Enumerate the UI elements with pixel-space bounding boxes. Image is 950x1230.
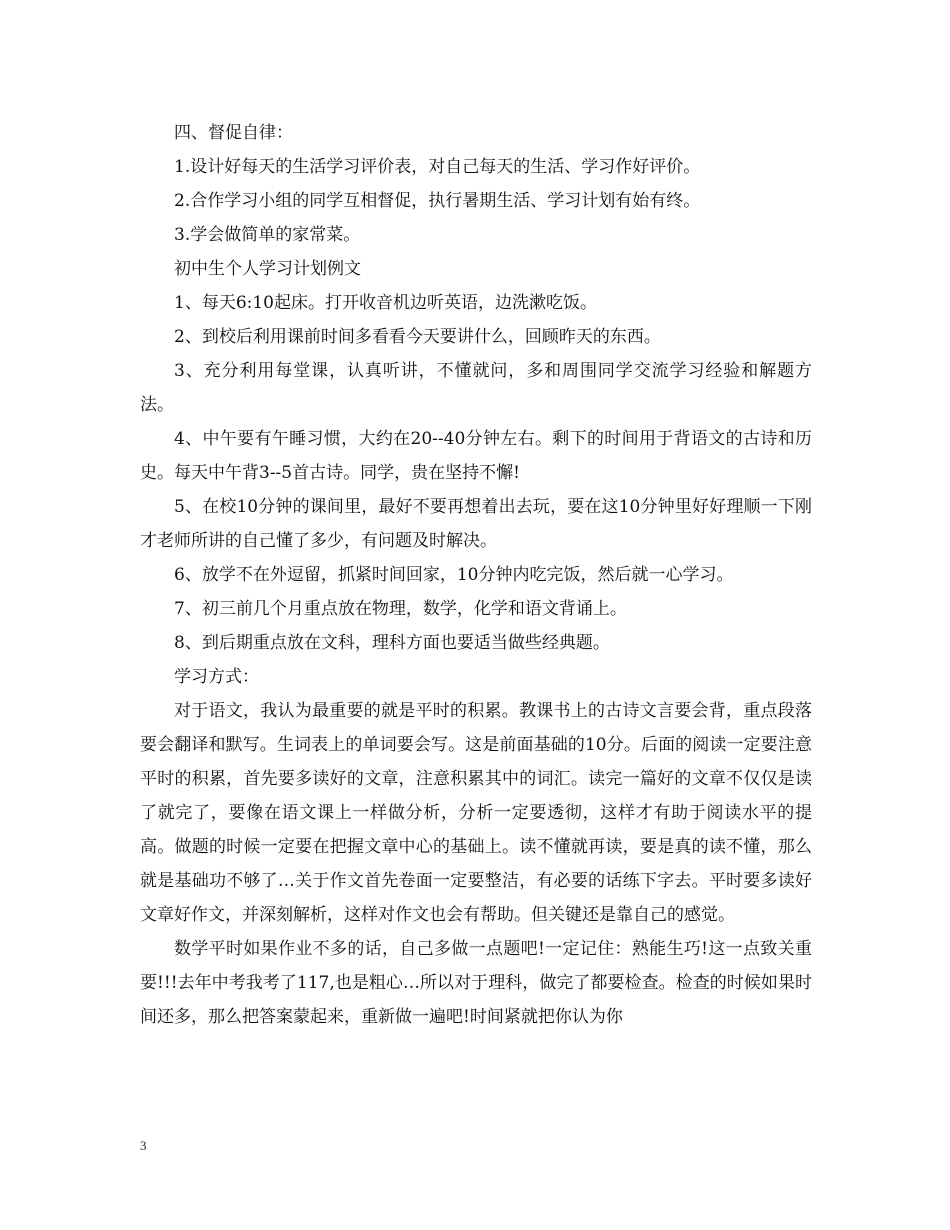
section-heading-self-discipline: 四、督促自律： — [174, 123, 293, 143]
section-heading-study-plan: 初中生个人学习计划例文 — [174, 259, 361, 279]
list-item: 7、初三前几个月重点放在物理，数学，化学和语文背诵上。 — [174, 599, 627, 619]
list-item: 3.学会做简单的家常菜。 — [174, 225, 361, 245]
section-heading-study-methods: 学习方式： — [174, 667, 259, 687]
list-item: 6、放学不在外逗留，抓紧时间回家，10分钟内吃完饭，然后就一心学习。 — [174, 565, 734, 585]
body-paragraph-math: 数学平时如果作业不多的话，自己多做一点题吧!一定记住：熟能生巧!这一点致关重要!!!去年中考我考了117,也是粗心…所以对于理科，做完了都要检查。检查的时候如果时间还多，那么把答案蒙起来，重新做一遍吧!时间紧就把你认为你 — [140, 939, 812, 1027]
list-item: 3、充分利用每堂课，认真听讲，不懂就问，多和周围同学交流学习经验和解题方法。 — [140, 361, 812, 415]
body-paragraph-chinese: 对于语文，我认为最重要的就是平时的积累。教课书上的古诗文言要会背，重点段落要会翻译和默写。生词表上的单词要会写。这是前面基础的10分。后面的阅读一定要注意平时的积累，首先要多读好的文章，注意积累其中的词汇。读完一篇好的文章不仅仅是读了就完了，要像在语文课上一样做分析，分析一定要透彻，这样才有助于阅读水平的提高。做题的时候一定要在把握文章中心的基础上。读不懂就再读，要是真的读不懂，那么就是基础功不够了…关于作文首先卷面一定要整洁，有必要的话练下字去。平时要多读好文章好作文，并深刻解析，这样对作文也会有帮助。但关键还是靠自己的感觉。 — [140, 701, 812, 925]
list-item: 5、在校10分钟的课间里，最好不要再想着出去玩，要在这10分钟里好好理顺一下刚才老师所讲的自己懂了多少，有问题及时解决。 — [140, 497, 812, 551]
list-item: 2.合作学习小组的同学互相督促，执行暑期生活、学习计划有始有终。 — [174, 191, 701, 211]
list-item: 1.设计好每天的生活学习评价表，对自己每天的生活、学习作好评价。 — [174, 157, 701, 177]
list-item: 8、到后期重点放在文科，理科方面也要适当做些经典题。 — [174, 633, 610, 653]
page-number: 3 — [140, 1138, 147, 1153]
list-item: 2、到校后利用课前时间多看看今天要讲什么，回顾昨天的东西。 — [174, 327, 661, 347]
list-item: 1、每天6:10起床。打开收音机边听英语，边洗漱吃饭。 — [174, 293, 597, 313]
document-body — [140, 116, 812, 1034]
list-item: 4、中午要有午睡习惯，大约在20--40分钟左右。剩下的时间用于背语文的古诗和历史。每天中午背3--5首古诗。同学，贵在坚持不懈! — [140, 429, 812, 483]
